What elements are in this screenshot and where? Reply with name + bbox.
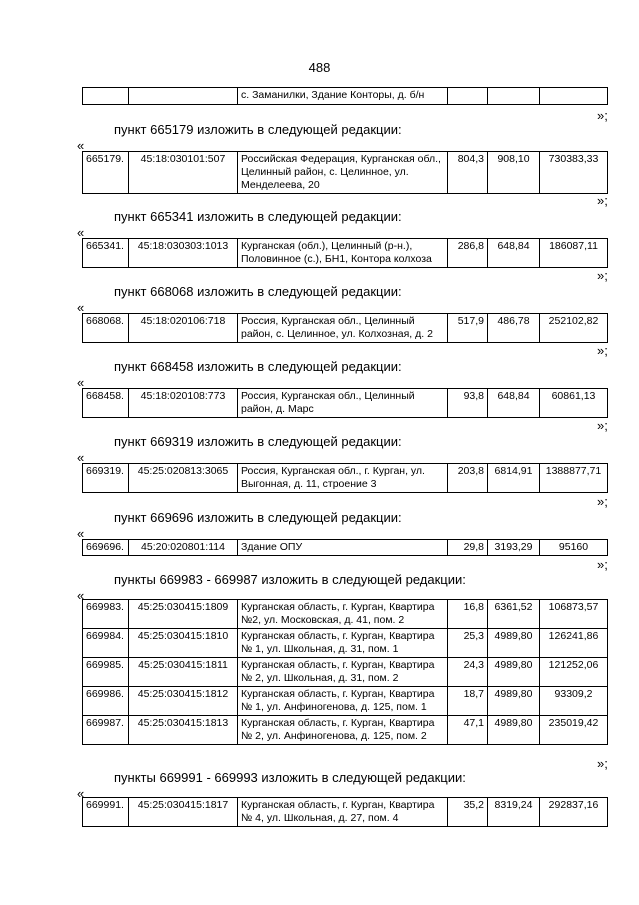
cell-value: 186087,11 xyxy=(540,239,608,268)
cell-address: Курганская область, г. Курган, Квартира № 2, ул. Школьная, д. 31, пом. 2 xyxy=(238,658,448,687)
table-top xyxy=(82,87,608,105)
cell-value: 1388877,71 xyxy=(540,464,608,493)
section-title: пункт 669319 изложить в следующей редакции: xyxy=(114,434,402,449)
section-table xyxy=(82,539,608,556)
cell-area: 25,3 xyxy=(448,629,488,658)
cell-address: Курганская область, г. Курган, Квартира № 1, ул. Школьная, д. 31, пом. 1 xyxy=(238,629,448,658)
quote-open: « xyxy=(77,138,85,153)
cell-number: 669984. xyxy=(83,629,129,658)
section-table xyxy=(82,313,608,343)
quote-open: « xyxy=(77,375,85,390)
cell-number: 669987. xyxy=(83,716,129,745)
cell-area: 47,1 xyxy=(448,716,488,745)
table-row xyxy=(83,88,608,105)
cell-rate: 4989,80 xyxy=(488,687,540,716)
section-title: пункт 669696 изложить в следующей редакции: xyxy=(114,510,402,525)
cell-rate: 648,84 xyxy=(488,239,540,268)
quote-close: »; xyxy=(597,494,608,509)
cell-cadastral: 45:18:030303:1013 xyxy=(129,239,238,268)
cell-area: 18,7 xyxy=(448,687,488,716)
table-row xyxy=(83,464,608,493)
cell-area: 203,8 xyxy=(448,464,488,493)
cell-value: 106873,57 xyxy=(540,600,608,629)
cell-number: 665179. xyxy=(83,152,129,194)
cell-cadastral: 45:18:020106:718 xyxy=(129,314,238,343)
cell-address: Россия, Курганская обл., Целинный район, д. Марс xyxy=(238,389,448,418)
quote-close: »; xyxy=(597,343,608,358)
cell-address: Курганская область, г. Курган, Квартира № 2, ул. Анфиногенова, д. 125, пом. 2 xyxy=(238,716,448,745)
cell-area: 35,2 xyxy=(448,798,488,827)
table-row xyxy=(83,314,608,343)
cell-value: 252102,82 xyxy=(540,314,608,343)
cell-area: 24,3 xyxy=(448,658,488,687)
section-table xyxy=(82,463,608,493)
section-table xyxy=(82,151,608,194)
table-row xyxy=(83,629,608,658)
cell-number xyxy=(83,88,129,105)
cell-cadastral: 45:25:030415:1812 xyxy=(129,687,238,716)
cell-value: 95160 xyxy=(540,540,608,556)
section-table xyxy=(82,238,608,268)
cell-rate: 4989,80 xyxy=(488,629,540,658)
cell-cadastral: 45:25:030415:1810 xyxy=(129,629,238,658)
quote-close: »; xyxy=(597,268,608,283)
cell-rate: 6361,52 xyxy=(488,600,540,629)
cell-address: Курганская область, г. Курган, Квартира № 4, ул. Школьная, д. 27, пом. 4 xyxy=(238,798,448,827)
cell-rate: 908,10 xyxy=(488,152,540,194)
cell-area: 29,8 xyxy=(448,540,488,556)
cell-number: 669986. xyxy=(83,687,129,716)
section-title: пункты 669983 - 669987 изложить в следующей редакции: xyxy=(114,572,466,587)
table-row xyxy=(83,600,608,629)
cell-cadastral: 45:18:030101:507 xyxy=(129,152,238,194)
cell-cadastral: 45:25:020813:3065 xyxy=(129,464,238,493)
cell-number: 669696. xyxy=(83,540,129,556)
cell-area: 286,8 xyxy=(448,239,488,268)
quote-open: « xyxy=(77,526,85,541)
cell-cadastral: 45:25:030415:1811 xyxy=(129,658,238,687)
cell-address: с. Заманилки, Здание Конторы, д. б/н xyxy=(238,88,448,105)
section-title: пункт 665179 изложить в следующей редакции: xyxy=(114,122,402,137)
cell-rate: 4989,80 xyxy=(488,658,540,687)
quote-close: »; xyxy=(597,756,608,771)
cell-value: 121252,06 xyxy=(540,658,608,687)
cell-cadastral: 45:25:030415:1809 xyxy=(129,600,238,629)
cell-cadastral xyxy=(129,88,238,105)
quote-open: « xyxy=(77,786,85,801)
table-row xyxy=(83,389,608,418)
cell-value: 730383,33 xyxy=(540,152,608,194)
cell-cadastral: 45:25:030415:1817 xyxy=(129,798,238,827)
cell-number: 669983. xyxy=(83,600,129,629)
cell-area xyxy=(448,88,488,105)
quote-close: »; xyxy=(597,557,608,572)
cell-address: Курганская область, г. Курган, Квартира №2, ул. Московская, д. 41, пом. 2 xyxy=(238,600,448,629)
cell-address: Здание ОПУ xyxy=(238,540,448,556)
cell-address: Россия, Курганская обл., Целинный район, с. Целинное, ул. Колхозная, д. 2 xyxy=(238,314,448,343)
cell-value xyxy=(540,88,608,105)
cell-rate: 8319,24 xyxy=(488,798,540,827)
cell-value: 235019,42 xyxy=(540,716,608,745)
cell-value: 60861,13 xyxy=(540,389,608,418)
section-title: пункт 668458 изложить в следующей редакции: xyxy=(114,359,402,374)
cell-cadastral: 45:20:020801:114 xyxy=(129,540,238,556)
cell-number: 669991. xyxy=(83,798,129,827)
cell-rate: 4989,80 xyxy=(488,716,540,745)
quote-open: « xyxy=(77,450,85,465)
section-table xyxy=(82,388,608,418)
cell-number: 669985. xyxy=(83,658,129,687)
table-row xyxy=(83,152,608,194)
cell-rate: 3193,29 xyxy=(488,540,540,556)
quote-open: « xyxy=(77,588,85,603)
quote-open: « xyxy=(77,300,85,315)
cell-area: 16,8 xyxy=(448,600,488,629)
cell-value: 93309,2 xyxy=(540,687,608,716)
section-title: пункт 665341 изложить в следующей редакции: xyxy=(114,209,402,224)
section-table xyxy=(82,797,608,827)
table-row xyxy=(83,658,608,687)
cell-rate: 6814,91 xyxy=(488,464,540,493)
cell-area: 804,3 xyxy=(448,152,488,194)
cell-rate: 486,78 xyxy=(488,314,540,343)
cell-area: 93,8 xyxy=(448,389,488,418)
section-title: пункты 669991 - 669993 изложить в следующей редакции: xyxy=(114,770,466,785)
page-number: 488 xyxy=(308,60,331,75)
cell-cadastral: 45:18:020108:773 xyxy=(129,389,238,418)
table-row xyxy=(83,540,608,556)
table-row xyxy=(83,687,608,716)
cell-area: 517,9 xyxy=(448,314,488,343)
cell-number: 665341. xyxy=(83,239,129,268)
table-row xyxy=(83,716,608,745)
quote-close: »; xyxy=(597,418,608,433)
cell-address: Российская Федерация, Курганская обл., Целинный район, с. Целинное, ул. Менделеева, 20 xyxy=(238,152,448,194)
section-title: пункт 668068 изложить в следующей редакции: xyxy=(114,284,402,299)
cell-value: 292837,16 xyxy=(540,798,608,827)
cell-number: 668458. xyxy=(83,389,129,418)
cell-address: Курганская (обл.), Целинный (р-н.), Половинное (с.), БН1, Контора колхоза xyxy=(238,239,448,268)
cell-rate xyxy=(488,88,540,105)
quote-close: »; xyxy=(597,108,608,123)
cell-rate: 648,84 xyxy=(488,389,540,418)
table-row xyxy=(83,239,608,268)
cell-value: 126241,86 xyxy=(540,629,608,658)
cell-cadastral: 45:25:030415:1813 xyxy=(129,716,238,745)
cell-address: Россия, Курганская обл., г. Курган, ул. Выгонная, д. 11, строение 3 xyxy=(238,464,448,493)
quote-close: »; xyxy=(597,193,608,208)
section-table xyxy=(82,599,608,745)
cell-number: 669319. xyxy=(83,464,129,493)
cell-number: 668068. xyxy=(83,314,129,343)
quote-open: « xyxy=(77,225,85,240)
table-row xyxy=(83,798,608,827)
cell-address: Курганская область, г. Курган, Квартира № 1, ул. Анфиногенова, д. 125, пом. 1 xyxy=(238,687,448,716)
